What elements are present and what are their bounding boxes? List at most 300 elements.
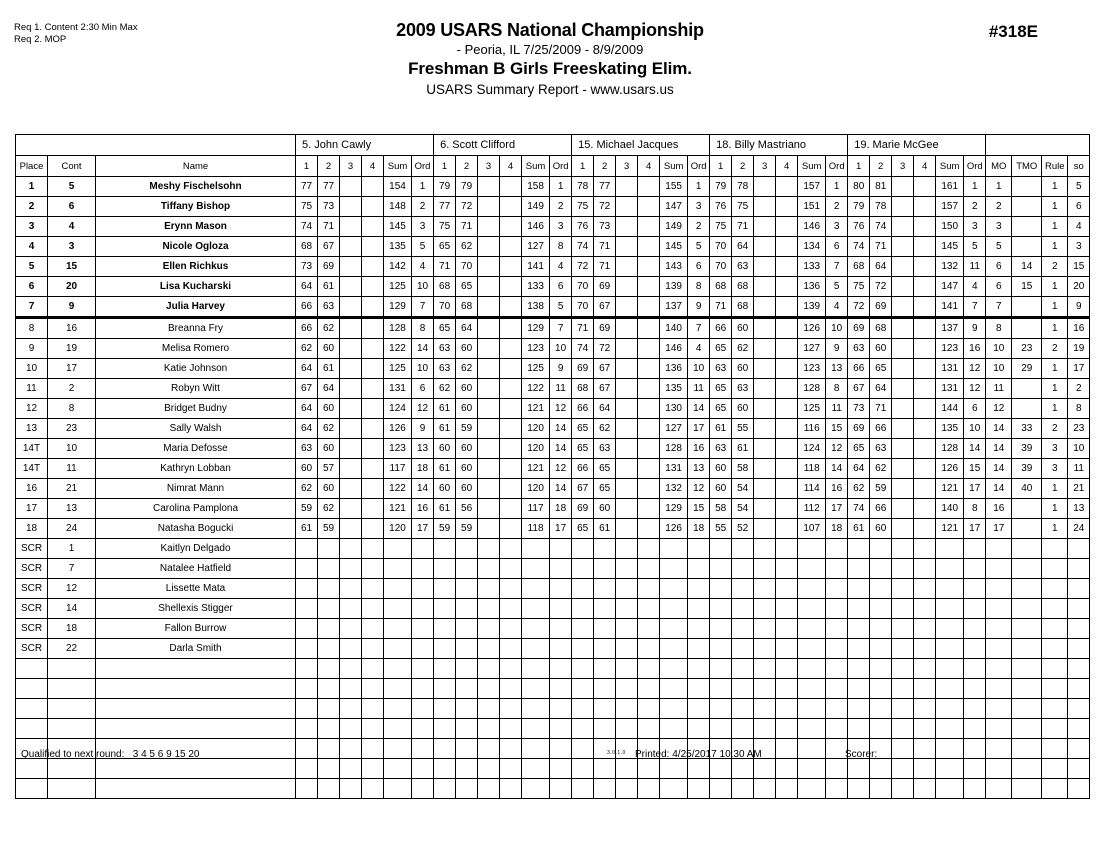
cell-tmo	[1012, 579, 1042, 599]
cell-judge5-sum: 121	[936, 479, 964, 499]
cell-judge3-score2: 71	[594, 257, 616, 277]
cell-cont: 16	[48, 318, 96, 339]
cell-blank	[616, 659, 638, 679]
cell-judge3-score2: 71	[594, 237, 616, 257]
cell-judge3-ord: 12	[688, 479, 710, 499]
cell-judge4-sum: 127	[798, 339, 826, 359]
cell-judge1-ord: 14	[412, 479, 434, 499]
cell-blank	[1012, 679, 1042, 699]
cell-blank	[964, 779, 986, 799]
cell-judge4-score3	[754, 257, 776, 277]
column-header-judge3-sum: Sum	[660, 156, 688, 177]
cell-blank	[572, 779, 594, 799]
cell-judge3-score1: 71	[572, 318, 594, 339]
cell-judge3-sum: 132	[660, 479, 688, 499]
cell-judge4-score2: 55	[732, 419, 754, 439]
cell-blank	[16, 679, 48, 699]
requirement-2: Req 2. MOP	[14, 34, 67, 45]
cell-judge4-score1	[710, 639, 732, 659]
cell-judge3-sum	[660, 559, 688, 579]
cell-judge1-score3	[340, 479, 362, 499]
cell-judge3-score1: 74	[572, 339, 594, 359]
cell-rule: 1	[1042, 277, 1068, 297]
cell-judge5-sum: 141	[936, 297, 964, 318]
cell-judge3-score1: 67	[572, 479, 594, 499]
column-header-rule: Rule	[1042, 156, 1068, 177]
cell-judge4-score4	[776, 539, 798, 559]
cell-blank	[798, 779, 826, 799]
cell-judge2-score2: 65	[456, 277, 478, 297]
cell-blank	[478, 779, 500, 799]
cell-judge4-ord: 18	[826, 519, 848, 539]
cell-judge5-score4	[914, 379, 936, 399]
cell-judge1-score3	[340, 459, 362, 479]
cell-judge5-score2	[870, 579, 892, 599]
cell-judge2-ord: 10	[550, 339, 572, 359]
cell-judge3-score1: 74	[572, 237, 594, 257]
cell-judge5-score2: 62	[870, 459, 892, 479]
cell-tmo	[1012, 639, 1042, 659]
cell-blank	[16, 779, 48, 799]
cell-blank	[550, 679, 572, 699]
cell-judge2-score3	[478, 297, 500, 318]
cell-tmo	[1012, 519, 1042, 539]
cell-judge5-sum: 140	[936, 499, 964, 519]
cell-judge4-score1: 60	[710, 459, 732, 479]
cell-judge2-score1: 63	[434, 339, 456, 359]
cell-judge3-score3	[616, 479, 638, 499]
cell-judge2-score4	[500, 217, 522, 237]
cell-judge5-score4	[914, 177, 936, 197]
cell-place: 3	[16, 217, 48, 237]
cell-judge5-sum: 131	[936, 359, 964, 379]
cell-name: Shellexis Stigger	[96, 599, 296, 619]
cell-blank	[936, 699, 964, 719]
cell-judge5-score3	[892, 439, 914, 459]
cell-judge4-score4	[776, 519, 798, 539]
cell-judge1-score4	[362, 579, 384, 599]
cell-judge5-score1	[848, 579, 870, 599]
cell-blank	[1068, 659, 1090, 679]
cell-judge2-score2: 64	[456, 318, 478, 339]
cell-judge3-sum: 130	[660, 399, 688, 419]
cell-judge3-ord: 6	[688, 257, 710, 277]
cell-judge3-score4	[638, 237, 660, 257]
cell-judge1-score2: 69	[318, 257, 340, 277]
cell-judge1-score2	[318, 539, 340, 559]
cell-judge2-score1: 71	[434, 257, 456, 277]
cell-blank	[660, 659, 688, 679]
cell-rule: 1	[1042, 297, 1068, 318]
cell-name: Natasha Bogucki	[96, 519, 296, 539]
cell-judge2-sum: 125	[522, 359, 550, 379]
judge-band-spacer	[16, 135, 296, 156]
cell-judge2-ord	[550, 639, 572, 659]
cell-judge4-score2: 63	[732, 379, 754, 399]
cell-blank	[848, 659, 870, 679]
cell-judge4-score3	[754, 559, 776, 579]
cell-judge5-score2: 64	[870, 257, 892, 277]
cell-judge3-score4	[638, 419, 660, 439]
cell-cont: 22	[48, 639, 96, 659]
cell-blank	[500, 699, 522, 719]
cell-judge4-ord	[826, 579, 848, 599]
cell-blank	[638, 679, 660, 699]
cell-judge4-score4	[776, 257, 798, 277]
column-header-judge1-ord: Ord	[412, 156, 434, 177]
column-header-judge1-4: 4	[362, 156, 384, 177]
cell-so: 15	[1068, 257, 1090, 277]
cell-judge5-ord	[964, 639, 986, 659]
cell-judge2-score2: 60	[456, 479, 478, 499]
cell-judge1-score2: 77	[318, 177, 340, 197]
cell-blank	[48, 679, 96, 699]
cell-judge3-score4	[638, 579, 660, 599]
cell-blank	[638, 719, 660, 739]
column-header-judge1-2: 2	[318, 156, 340, 177]
cell-judge1-sum	[384, 559, 412, 579]
cell-tmo	[1012, 177, 1042, 197]
cell-blank	[914, 699, 936, 719]
column-header-judge1-1: 1	[296, 156, 318, 177]
cell-judge2-score2: 79	[456, 177, 478, 197]
cell-blank	[412, 779, 434, 799]
cell-judge2-score3	[478, 359, 500, 379]
cell-blank	[522, 699, 550, 719]
cell-judge3-sum: 146	[660, 339, 688, 359]
cell-judge5-ord: 17	[964, 519, 986, 539]
cell-judge1-score2: 61	[318, 277, 340, 297]
document-header	[0, 0, 1100, 120]
cell-judge4-score2	[732, 559, 754, 579]
cell-judge3-score1: 75	[572, 197, 594, 217]
cell-judge5-score2: 59	[870, 479, 892, 499]
cell-blank	[500, 679, 522, 699]
cell-blank	[826, 779, 848, 799]
cell-judge2-score4	[500, 619, 522, 639]
championship-title: 2009 USARS National Championship	[396, 20, 704, 40]
cell-judge3-score1: 76	[572, 217, 594, 237]
cell-judge4-sum: 146	[798, 217, 826, 237]
cell-blank	[412, 659, 434, 679]
table-head	[16, 135, 1090, 177]
cell-blank	[732, 779, 754, 799]
cell-judge2-score3	[478, 399, 500, 419]
column-header-judge1-sum: Sum	[384, 156, 412, 177]
cell-judge4-score2: 52	[732, 519, 754, 539]
cell-judge3-sum: 149	[660, 217, 688, 237]
column-header-judge4-ord: Ord	[826, 156, 848, 177]
cell-judge4-score3	[754, 339, 776, 359]
cell-judge4-score2: 60	[732, 318, 754, 339]
cell-judge4-score4	[776, 318, 798, 339]
cell-judge4-score1: 76	[710, 197, 732, 217]
cell-judge4-score4	[776, 579, 798, 599]
cell-judge1-score4	[362, 257, 384, 277]
cell-judge4-score1: 60	[710, 479, 732, 499]
cell-mo: 14	[986, 419, 1012, 439]
cell-judge2-ord: 6	[550, 277, 572, 297]
cell-judge5-score2: 64	[870, 379, 892, 399]
cell-judge1-ord	[412, 559, 434, 579]
cell-judge1-score4	[362, 639, 384, 659]
cell-judge1-sum: 125	[384, 359, 412, 379]
cell-blank	[710, 659, 732, 679]
cell-judge1-score3	[340, 339, 362, 359]
cell-cont: 5	[48, 177, 96, 197]
cell-judge3-score4	[638, 177, 660, 197]
cell-judge3-score4	[638, 379, 660, 399]
cell-judge4-ord: 14	[826, 459, 848, 479]
cell-judge3-score3	[616, 197, 638, 217]
cell-judge1-score4	[362, 339, 384, 359]
cell-judge4-score2: 61	[732, 439, 754, 459]
cell-rule: 1	[1042, 399, 1068, 419]
cell-judge3-score3	[616, 277, 638, 297]
cell-judge2-score1: 68	[434, 277, 456, 297]
cell-blank	[798, 659, 826, 679]
cell-judge2-score1: 61	[434, 399, 456, 419]
cell-judge2-score4	[500, 339, 522, 359]
cell-tmo: 15	[1012, 277, 1042, 297]
cell-cont: 20	[48, 277, 96, 297]
cell-judge3-score1: 72	[572, 257, 594, 277]
cell-judge4-score3	[754, 539, 776, 559]
cell-blank	[870, 779, 892, 799]
cell-rule: 1	[1042, 359, 1068, 379]
cell-blank	[522, 779, 550, 799]
cell-judge1-score3	[340, 519, 362, 539]
cell-judge1-ord	[412, 579, 434, 599]
cell-judge3-score2: 67	[594, 379, 616, 399]
cell-judge3-score1: 65	[572, 419, 594, 439]
cell-blank	[754, 719, 776, 739]
judge-header-5: 19. Marie McGee	[848, 135, 986, 156]
table-row	[16, 237, 1090, 257]
cell-judge1-score4	[362, 459, 384, 479]
cell-judge1-sum	[384, 639, 412, 659]
cell-judge1-score2: 67	[318, 237, 340, 257]
results-sheet	[15, 134, 1085, 799]
cell-judge1-sum	[384, 619, 412, 639]
cell-mo: 10	[986, 339, 1012, 359]
cell-judge4-score1	[710, 579, 732, 599]
cell-judge2-score1: 65	[434, 237, 456, 257]
cell-blank	[776, 779, 798, 799]
cell-judge5-score1: 80	[848, 177, 870, 197]
cell-blank	[478, 699, 500, 719]
cell-blank	[48, 699, 96, 719]
cell-judge5-score3	[892, 257, 914, 277]
cell-blank	[550, 699, 572, 719]
column-header-judge5-2: 2	[870, 156, 892, 177]
cell-name: Sally Walsh	[96, 419, 296, 439]
cell-blank	[848, 679, 870, 699]
cell-so: 9	[1068, 297, 1090, 318]
cell-judge3-score3	[616, 177, 638, 197]
cell-judge1-score2: 64	[318, 379, 340, 399]
cell-judge5-score3	[892, 318, 914, 339]
cell-judge4-ord: 6	[826, 237, 848, 257]
cell-judge3-ord: 10	[688, 359, 710, 379]
cell-judge3-score3	[616, 579, 638, 599]
cell-judge3-score4	[638, 479, 660, 499]
cell-judge3-ord: 7	[688, 318, 710, 339]
cell-judge1-score4	[362, 318, 384, 339]
cell-judge3-sum	[660, 599, 688, 619]
cell-judge4-score1	[710, 619, 732, 639]
cell-cont: 24	[48, 519, 96, 539]
cell-judge2-score3	[478, 419, 500, 439]
cell-judge5-score1: 67	[848, 379, 870, 399]
table-row	[16, 339, 1090, 359]
cell-judge5-score2: 74	[870, 217, 892, 237]
cell-mo: 3	[986, 217, 1012, 237]
cell-judge4-ord: 1	[826, 177, 848, 197]
cell-tmo: 39	[1012, 459, 1042, 479]
cell-judge5-score4	[914, 599, 936, 619]
cell-blank	[892, 719, 914, 739]
cell-judge5-score3	[892, 359, 914, 379]
cell-judge2-ord	[550, 559, 572, 579]
cell-blank	[660, 719, 688, 739]
cell-mo: 10	[986, 359, 1012, 379]
cell-judge5-score4	[914, 419, 936, 439]
table-row	[16, 579, 1090, 599]
cell-blank	[688, 719, 710, 739]
cell-blank	[96, 779, 296, 799]
cell-judge1-score1: 62	[296, 339, 318, 359]
cell-judge5-score4	[914, 339, 936, 359]
cell-blank	[434, 679, 456, 699]
cell-blank	[594, 719, 616, 739]
cell-place: 13	[16, 419, 48, 439]
column-header-judge5-1: 1	[848, 156, 870, 177]
cell-judge1-sum	[384, 539, 412, 559]
cell-judge1-score3	[340, 579, 362, 599]
cell-blank	[362, 679, 384, 699]
cell-blank	[754, 779, 776, 799]
cell-blank	[456, 719, 478, 739]
cell-judge2-ord: 4	[550, 257, 572, 277]
cell-judge2-ord	[550, 539, 572, 559]
cell-place: 2	[16, 197, 48, 217]
cell-judge4-ord: 2	[826, 197, 848, 217]
cell-judge4-score4	[776, 197, 798, 217]
cell-judge2-ord: 5	[550, 297, 572, 318]
cell-judge1-score3	[340, 297, 362, 318]
cell-judge4-score3	[754, 619, 776, 639]
cell-judge3-score4	[638, 539, 660, 559]
cell-judge2-score1	[434, 619, 456, 639]
cell-judge5-ord: 7	[964, 297, 986, 318]
cell-blank	[594, 679, 616, 699]
cell-judge1-score3	[340, 359, 362, 379]
cell-judge5-score1: 61	[848, 519, 870, 539]
title-block	[0, 20, 1100, 99]
cell-cont: 3	[48, 237, 96, 257]
cell-judge3-score2: 60	[594, 499, 616, 519]
cell-judge5-score3	[892, 339, 914, 359]
cell-cont: 2	[48, 379, 96, 399]
cell-judge5-score4	[914, 237, 936, 257]
cell-blank	[456, 679, 478, 699]
cell-place: 6	[16, 277, 48, 297]
cell-blank	[616, 719, 638, 739]
cell-judge4-score3	[754, 297, 776, 318]
cell-judge2-score3	[478, 519, 500, 539]
cell-blank	[710, 779, 732, 799]
cell-blank	[914, 779, 936, 799]
cell-name: Natalee Hatfield	[96, 559, 296, 579]
cell-blank	[296, 779, 318, 799]
cell-judge5-score3	[892, 599, 914, 619]
cell-judge2-score4	[500, 479, 522, 499]
cell-judge3-ord: 13	[688, 459, 710, 479]
cell-rule: 1	[1042, 237, 1068, 257]
cell-judge4-score1: 63	[710, 359, 732, 379]
cell-judge4-score1	[710, 559, 732, 579]
cell-judge1-score2	[318, 599, 340, 619]
cell-judge4-score4	[776, 359, 798, 379]
cell-judge4-sum: 126	[798, 318, 826, 339]
cell-judge3-ord: 17	[688, 419, 710, 439]
cell-blank	[688, 779, 710, 799]
cell-blank	[660, 699, 688, 719]
cell-judge2-score1: 70	[434, 297, 456, 318]
cell-judge1-score4	[362, 499, 384, 519]
cell-judge5-score4	[914, 459, 936, 479]
cell-judge2-score2: 60	[456, 439, 478, 459]
cell-judge3-score2: 65	[594, 479, 616, 499]
cell-judge1-ord: 12	[412, 399, 434, 419]
version-marker: 3.0.1.0	[607, 750, 626, 756]
cell-judge5-score2: 65	[870, 359, 892, 379]
cell-blank	[572, 699, 594, 719]
cell-judge4-score2: 54	[732, 479, 754, 499]
cell-judge2-score2: 59	[456, 419, 478, 439]
cell-tmo	[1012, 539, 1042, 559]
cell-judge2-score4	[500, 277, 522, 297]
cell-judge5-score3	[892, 419, 914, 439]
cell-judge1-ord	[412, 639, 434, 659]
judge-header-1: 5. John Cawly	[296, 135, 434, 156]
table-row	[16, 217, 1090, 237]
cell-judge3-score2: 69	[594, 318, 616, 339]
cell-judge1-score4	[362, 237, 384, 257]
cell-judge5-ord: 9	[964, 318, 986, 339]
cell-blank	[318, 779, 340, 799]
cell-judge2-score4	[500, 539, 522, 559]
cell-judge5-score3	[892, 459, 914, 479]
cell-judge1-score1	[296, 599, 318, 619]
cell-tmo	[1012, 237, 1042, 257]
cell-judge1-score3	[340, 639, 362, 659]
cell-tmo	[1012, 297, 1042, 318]
cell-blank	[688, 679, 710, 699]
cell-rule	[1042, 539, 1068, 559]
cell-judge5-score2: 66	[870, 419, 892, 439]
cell-judge4-score4	[776, 217, 798, 237]
cell-place: 18	[16, 519, 48, 539]
cell-judge1-ord: 1	[412, 177, 434, 197]
table-body	[16, 177, 1090, 799]
cell-judge1-score1: 77	[296, 177, 318, 197]
cell-blank	[964, 699, 986, 719]
cell-judge2-score1	[434, 539, 456, 559]
cell-judge2-score3	[478, 217, 500, 237]
cell-name: Bridget Budny	[96, 399, 296, 419]
